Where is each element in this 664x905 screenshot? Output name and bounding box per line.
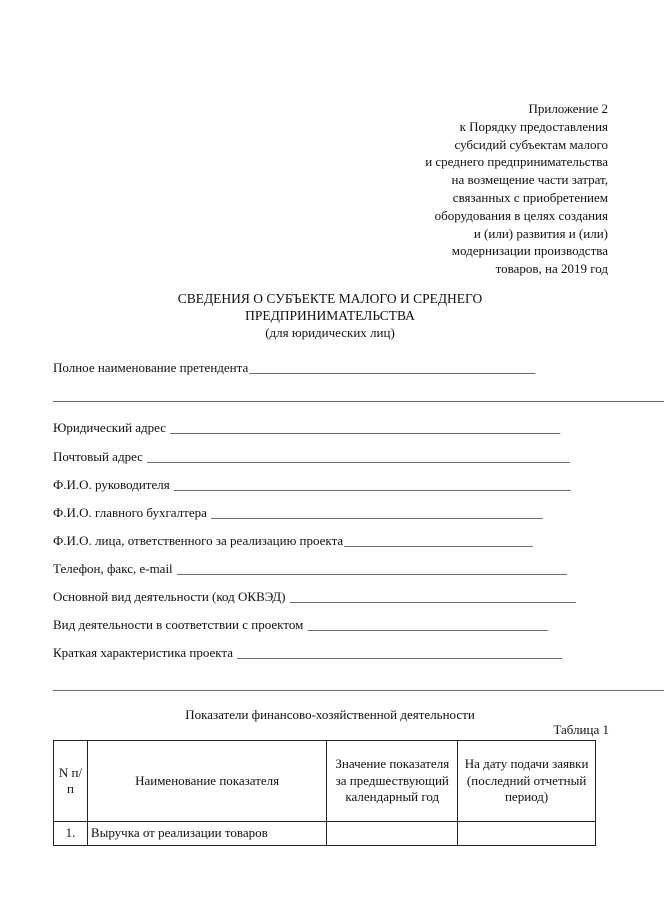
main-activity-label: Основной вид деятельности (код ОКВЭД) [53, 589, 286, 604]
director-label: Ф.И.О. руководителя [53, 477, 170, 492]
full-name-field[interactable] [53, 360, 535, 376]
header-number: N п/п [54, 741, 88, 822]
contacts-label: Телефон, факс, e-mail [53, 561, 173, 576]
accountant-field[interactable] [53, 505, 543, 521]
full-name-blank[interactable]: ____________________________________________ [249, 360, 536, 375]
table-header-row [54, 741, 596, 822]
postal-address-label: Почтовый адрес [53, 449, 143, 464]
legal-address-blank[interactable]: ____________________________________________________________ [170, 420, 561, 435]
table-label: Таблица 1 [553, 722, 609, 737]
appendix-line: и среднего предпринимательства [425, 154, 608, 170]
appendix-line: модернизации производства [451, 243, 608, 259]
table-row [54, 822, 596, 846]
appendix-line: субсидий субъектам малого [454, 136, 608, 152]
appendix-line: Приложение 2 [528, 101, 608, 116]
responsible-person-label: Ф.И.О. лица, ответственного за реализацию проекта [53, 533, 344, 548]
header-indicator-name: Наименование показателя [87, 741, 326, 822]
header-current-period: На дату подачи заявки (последний отчетный период) [458, 741, 596, 822]
row-previous-year-value[interactable] [327, 822, 458, 846]
section-title: Показатели финансово-хозяйственной деятельности [185, 707, 475, 722]
project-activity-blank[interactable]: _____________________________________ [307, 617, 549, 632]
appendix-line: к Порядку предоставления [459, 118, 608, 134]
main-activity-blank[interactable]: ____________________________________________ [289, 589, 576, 604]
contacts-blank[interactable]: ____________________________________________________________ [176, 561, 567, 576]
appendix-line: и (или) развития и (или) [473, 225, 608, 241]
row-number: 1. [54, 822, 88, 846]
director-field[interactable] [53, 477, 570, 493]
appendix-line: на возмещение части затрат, [451, 172, 608, 188]
accountant-blank[interactable]: ___________________________________________________ [211, 505, 543, 520]
full-name-continuation-blank[interactable]: ______________________________________________________________________________________________ [53, 388, 664, 403]
project-activity-field[interactable] [53, 617, 548, 633]
header-previous-year: Значение показателя за предшествующий календарный год [327, 741, 458, 822]
responsible-person-blank[interactable]: _____________________________ [344, 533, 533, 548]
full-name-label: Полное наименование претендента [53, 360, 249, 375]
project-summary-blank[interactable]: __________________________________________________ [237, 645, 563, 660]
appendix-block [425, 100, 608, 278]
project-activity-label: Вид деятельности в соответствии с проектом [53, 617, 304, 632]
postal-address-field[interactable] [53, 449, 570, 465]
title-line-2: ПРЕДПРИНИМАТЕЛЬСТВА [245, 308, 415, 323]
row-indicator-name: Выручка от реализации товаров [87, 822, 326, 846]
legal-address-field[interactable] [53, 420, 560, 436]
accountant-label: Ф.И.О. главного бухгалтера [53, 505, 207, 520]
legal-address-label: Юридический адрес [53, 420, 167, 435]
director-blank[interactable]: _____________________________________________________________ [173, 477, 571, 492]
title-subtitle: (для юридических лиц) [265, 325, 395, 340]
row-current-period-value[interactable] [458, 822, 596, 846]
main-activity-field[interactable] [53, 589, 576, 605]
responsible-person-field[interactable] [53, 533, 533, 549]
postal-address-blank[interactable]: _________________________________________________________________ [147, 449, 570, 464]
appendix-line: оборудования в целях создания [434, 207, 608, 223]
project-summary-field[interactable] [53, 645, 562, 661]
project-summary-label: Краткая характеристика проекта [53, 645, 234, 660]
contacts-field[interactable] [53, 561, 567, 577]
appendix-line: товаров, на 2019 год [495, 261, 608, 277]
title-line-1: СВЕДЕНИЯ О СУБЪЕКТЕ МАЛОГО И СРЕДНЕГО [177, 291, 483, 306]
project-summary-continuation-blank[interactable]: ______________________________________________________________________________________________ [53, 677, 664, 692]
financial-indicators-table [53, 740, 596, 846]
document-title [90, 290, 570, 341]
appendix-line: связанных с приобретением [452, 189, 608, 205]
